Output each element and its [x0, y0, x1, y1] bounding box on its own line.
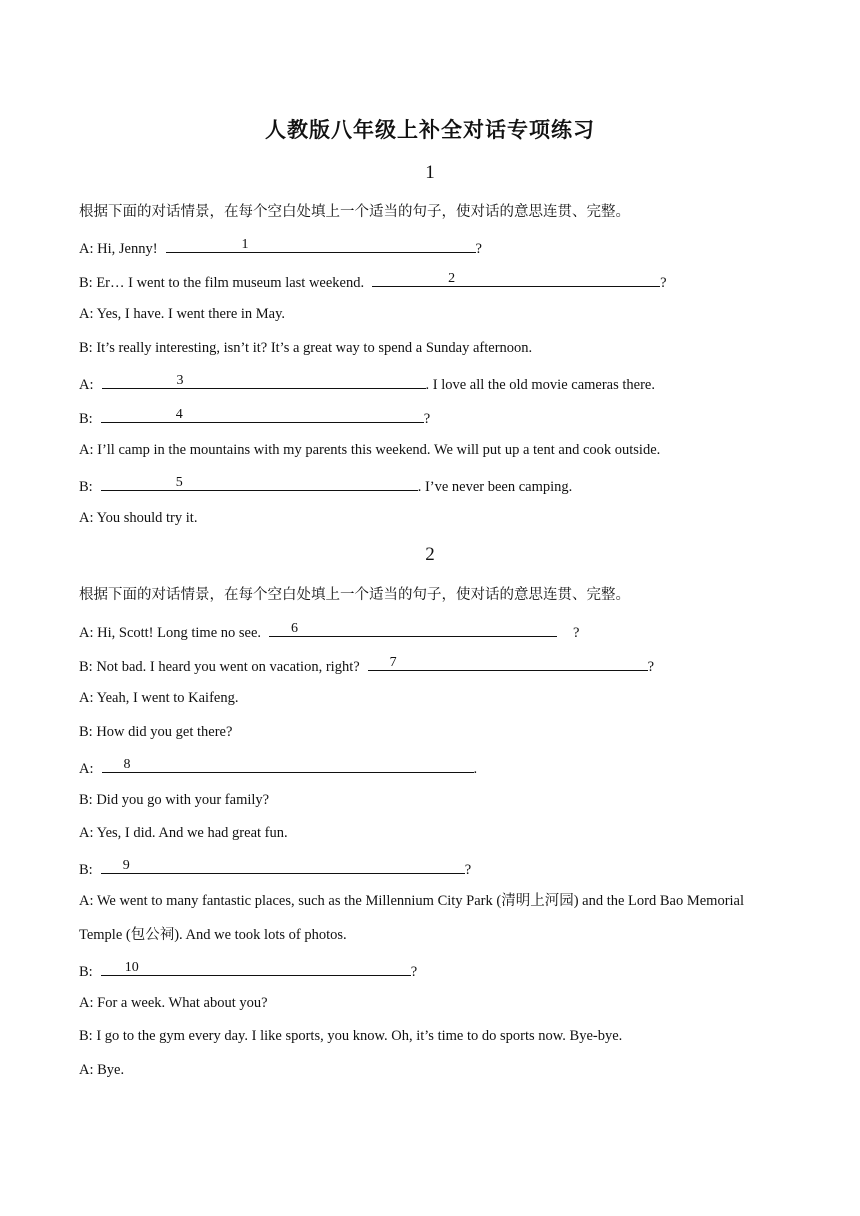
speaker-text: B: Er… I went to the film museum last weekend. [79, 275, 365, 291]
answer-blank[interactable] [372, 271, 660, 287]
dialogue-line [79, 621, 579, 642]
answer-blank[interactable] [102, 757, 474, 773]
dialogue-line: B: Did you go with your family? [79, 792, 270, 808]
dialogue-line [79, 858, 471, 879]
line-end: ? [573, 625, 580, 641]
blank-number: 3 [176, 373, 184, 388]
dialogue-line [79, 655, 654, 676]
dialogue-line: A: For a week. What about you? [79, 995, 268, 1011]
speaker-text: A: [79, 761, 94, 777]
dialogue-line: B: How did you get there? [79, 724, 233, 740]
line-end: . I’ve never been camping. [417, 479, 573, 495]
blank-number: 9 [122, 858, 130, 873]
blank-number: 4 [175, 407, 183, 422]
dialogue-line: A: You should try it. [79, 510, 198, 526]
speaker-text: B: [79, 964, 93, 980]
blank-number: 5 [175, 475, 183, 490]
line-end: ? [423, 411, 431, 427]
line-end: ? [464, 862, 472, 878]
answer-blank[interactable] [101, 475, 418, 491]
answer-blank[interactable] [101, 407, 424, 423]
answer-blank[interactable] [166, 237, 476, 253]
section-1-instruction: 根据下面的对话情景，在每个空白处填上一个适当的句子，使对话的意思连贯、完整。 [79, 204, 630, 220]
answer-blank[interactable] [102, 373, 426, 389]
dialogue-line: A: I’ll camp in the mountains with my parents this weekend. We will put up a tent and cook outside. [79, 442, 661, 458]
blank-number: 1 [241, 237, 249, 252]
dialogue-line: B: It’s really interesting, isn’t it? It’s a great way to spend a Sunday afternoon. [79, 340, 533, 356]
dialogue-line [79, 237, 482, 258]
speaker-text: B: [79, 411, 93, 427]
speaker-text: B: Not bad. I heard you went on vacation, right? [79, 659, 360, 675]
section-2-number: 2 [425, 544, 435, 565]
dialogue-line [79, 757, 477, 778]
blank-number: 10 [124, 960, 139, 975]
speaker-text: B: [79, 479, 93, 495]
blank-number: 8 [123, 757, 131, 772]
dialogue-line: B: I go to the gym every day. I like sports, you know. Oh, it’s time to do sports now. Bye-bye. [79, 1028, 623, 1044]
line-end: . [473, 761, 478, 777]
dialogue-line: A: Yeah, I went to Kaifeng. [79, 690, 239, 706]
line-end: ? [647, 659, 655, 675]
dialogue-line [79, 475, 572, 496]
answer-blank[interactable] [101, 960, 411, 976]
section-2-instruction: 根据下面的对话情景，在每个空白处填上一个适当的句子，使对话的意思连贯、完整。 [79, 587, 630, 603]
line-end: ? [410, 964, 418, 980]
speaker-text: A: Hi, Jenny! [79, 241, 158, 257]
line-end: ? [475, 241, 482, 257]
answer-blank[interactable] [368, 655, 648, 671]
dialogue-line [79, 373, 655, 394]
dialogue-line [79, 960, 417, 981]
dialogue-line: A: Yes, I have. I went there in May. [79, 306, 286, 322]
blank-number: 7 [389, 655, 397, 670]
answer-blank[interactable] [269, 621, 557, 637]
dialogue-line [79, 407, 430, 428]
dialogue-line: A: We went to many fantastic places, such as the Millennium City Park (清明上河园) and the Lord Bao Memorial [79, 893, 745, 909]
speaker-text: B: [79, 862, 93, 878]
answer-blank[interactable] [101, 858, 465, 874]
page-title: 人教版八年级上补全对话专项练习 [265, 118, 595, 142]
dialogue-line: A: Yes, I did. And we had great fun. [79, 825, 288, 841]
line-end: . I love all the old movie cameras there. [425, 377, 655, 393]
blank-number: 6 [291, 621, 299, 636]
dialogue-line [79, 271, 667, 292]
speaker-text: A: Hi, Scott! Long time no see. [79, 625, 262, 641]
speaker-text: A: [79, 377, 94, 393]
dialogue-line: Temple (包公祠). And we took lots of photos. [79, 927, 347, 943]
dialogue-line: A: Bye. [79, 1062, 125, 1078]
section-1-number: 1 [425, 162, 435, 183]
line-end: ? [660, 275, 667, 291]
blank-number: 2 [448, 271, 456, 286]
